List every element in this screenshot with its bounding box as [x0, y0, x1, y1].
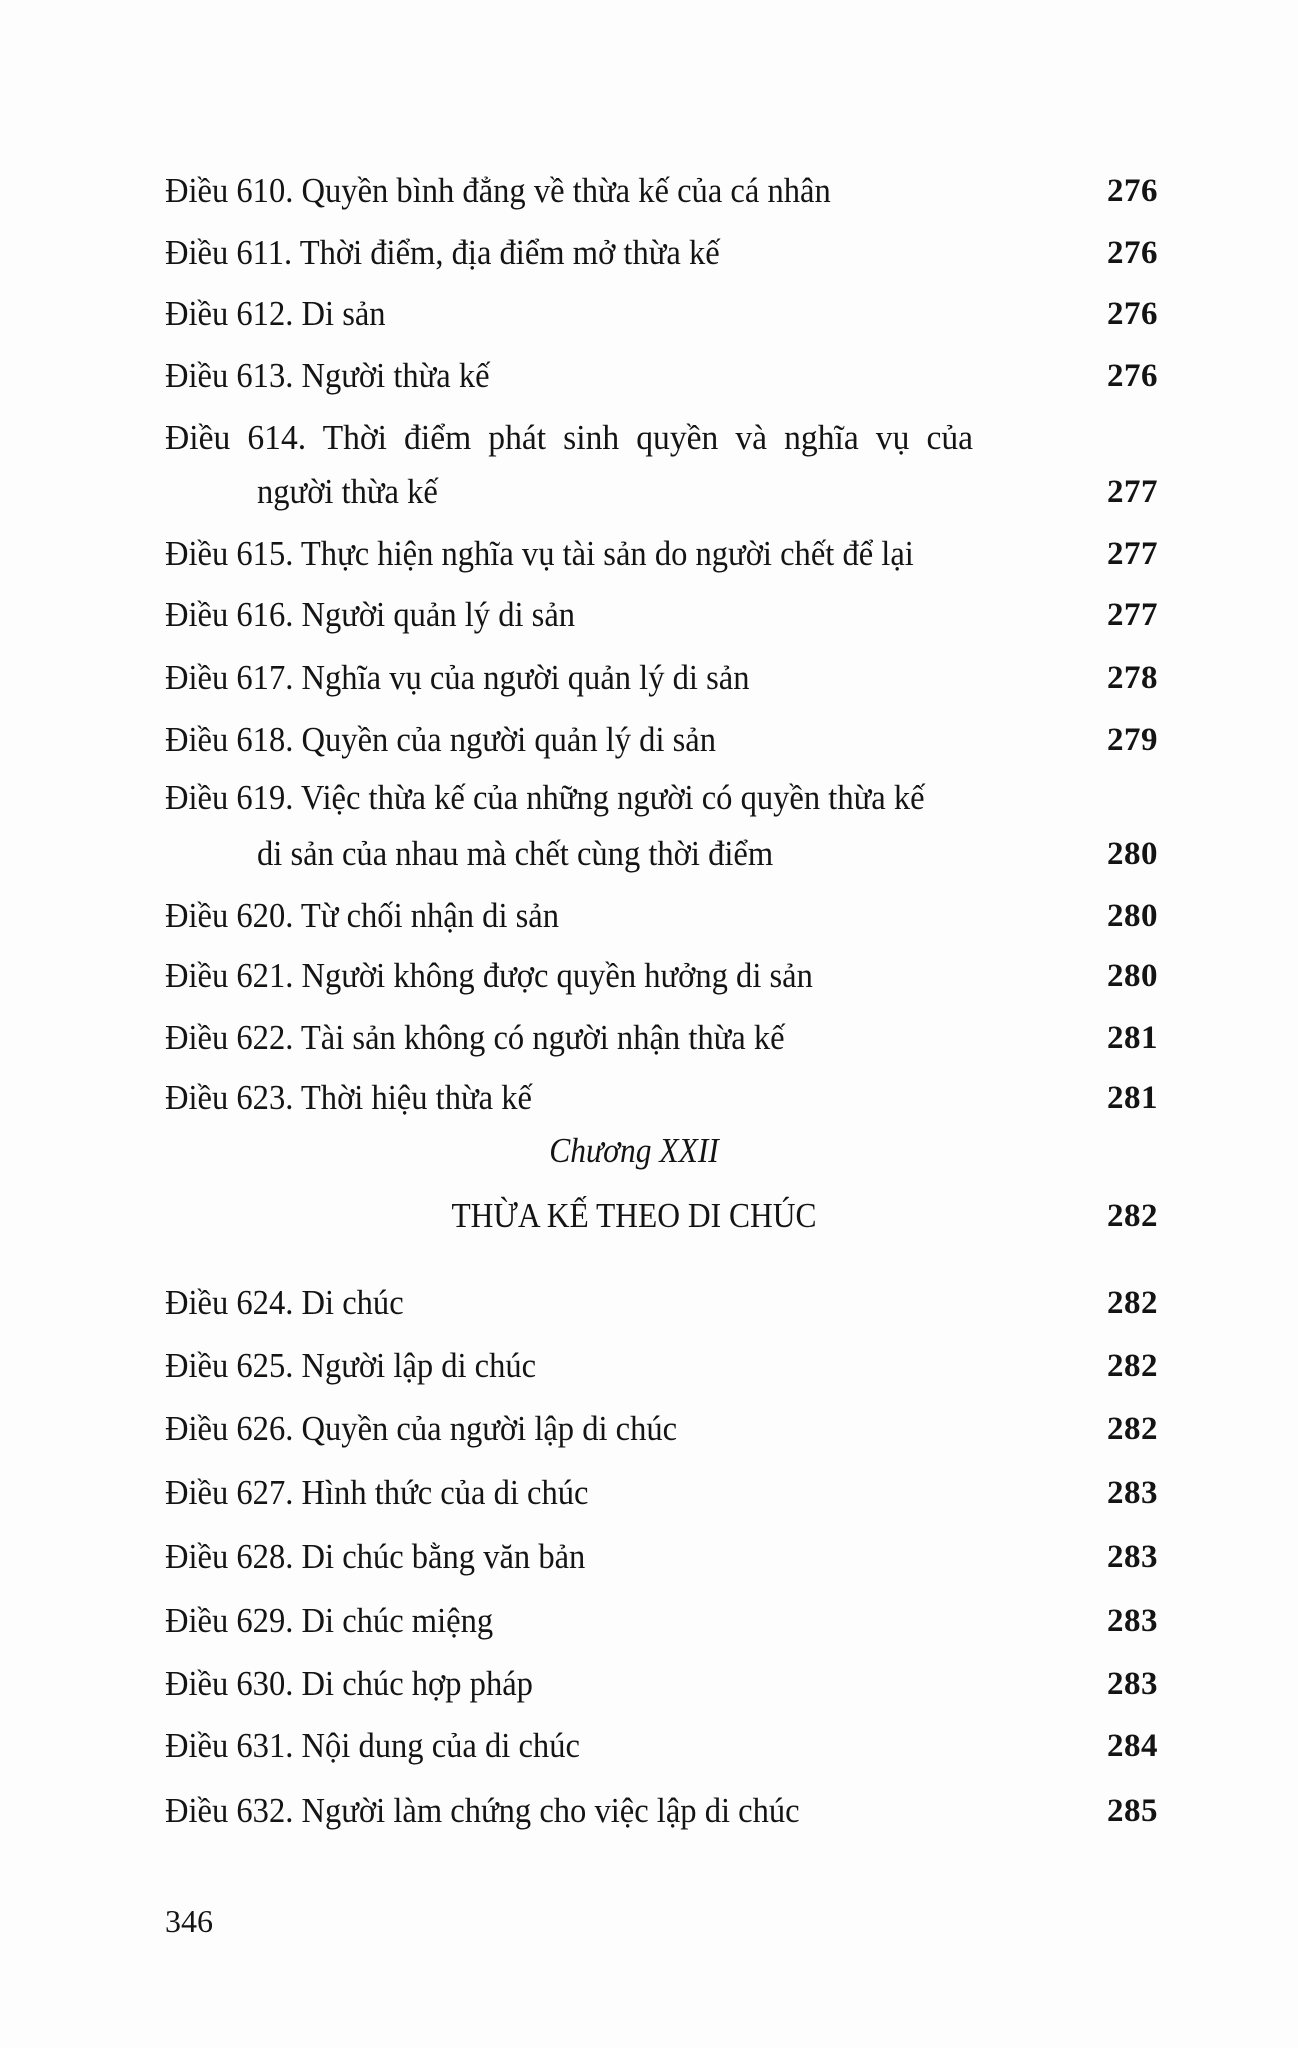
toc-entry: [0, 1659, 1298, 1709]
toc-entry-page: 276: [1107, 296, 1158, 332]
toc-entry-page: 276: [1107, 358, 1158, 394]
toc-entry: [0, 773, 1298, 823]
toc-entry: [0, 653, 1298, 703]
toc-entry-page: 281: [1107, 1020, 1158, 1056]
toc-entry: [0, 413, 1298, 463]
toc-entry: [0, 228, 1298, 278]
toc-entry: [0, 1404, 1298, 1454]
toc-entry: [0, 1341, 1298, 1391]
page-number: 346: [165, 1903, 213, 1939]
toc-entry: [0, 1073, 1298, 1123]
toc-entry-page: 280: [1107, 836, 1158, 872]
toc-entry-page: 283: [1107, 1603, 1158, 1639]
toc-entry: [0, 590, 1298, 640]
toc-entry: [0, 1278, 1298, 1328]
toc-entry-page: 278: [1107, 660, 1158, 696]
toc-entry-page: 282: [1107, 1411, 1158, 1447]
toc-entry-label: Điều 611. Thời điểm, địa điểm mở thừa kế: [165, 233, 720, 272]
toc-entry: [0, 529, 1298, 579]
chapter-title: THỪA KẾ THEO DI CHÚC: [451, 1196, 817, 1235]
toc-entry: [0, 289, 1298, 339]
toc-entry-page: 277: [1107, 536, 1158, 572]
toc-entry-page: 280: [1107, 958, 1158, 994]
toc-entry-page: 277: [1107, 597, 1158, 633]
toc-entry-page: 283: [1107, 1666, 1158, 1702]
toc-entry-page: 276: [1107, 173, 1158, 209]
toc-entry-label: Điều 628. Di chúc bằng văn bản: [165, 1537, 586, 1576]
toc-entry: [0, 166, 1298, 216]
toc-entry-page: 282: [1107, 1285, 1158, 1321]
toc-entry-label-continuation: di sản của nhau mà chết cùng thời điểm: [257, 834, 774, 873]
toc-entry: [0, 891, 1298, 941]
toc-entry-label: Điều 610. Quyền bình đẳng về thừa kế của cá nhân: [165, 171, 831, 210]
toc-entry-page: 284: [1107, 1728, 1158, 1764]
toc-entry: [0, 1721, 1298, 1771]
toc-entry-label: Điều 632. Người làm chứng cho việc lập di chúc: [165, 1791, 800, 1830]
toc-entry: [0, 1013, 1298, 1063]
chapter-page: 282: [1107, 1198, 1158, 1234]
toc-entry: [0, 1532, 1298, 1582]
toc-entry-label: Điều 624. Di chúc: [165, 1283, 404, 1322]
toc-entry-label: Điều 620. Từ chối nhận di sản: [165, 896, 560, 935]
toc-entry-label: Điều 617. Nghĩa vụ của người quản lý di sản: [165, 658, 750, 697]
toc-entry-page: 281: [1107, 1080, 1158, 1116]
toc-entry: [0, 1596, 1298, 1646]
toc-entry-label: Điều 618. Quyền của người quản lý di sản: [165, 720, 717, 759]
toc-entry-page: 279: [1107, 722, 1158, 758]
chapter-label: Chương XXII: [549, 1131, 719, 1170]
toc-entry: [0, 1468, 1298, 1518]
toc-entry-label-continuation: người thừa kế: [257, 472, 438, 511]
toc-entry-label: Điều 616. Người quản lý di sản: [165, 595, 576, 634]
toc-entry: [0, 715, 1298, 765]
toc-entry-page: 277: [1107, 474, 1158, 510]
toc-entry-label: Điều 630. Di chúc hợp pháp: [165, 1664, 533, 1703]
toc-entry-label: Điều 627. Hình thức của di chúc: [165, 1473, 589, 1512]
toc-entry-continuation: [0, 467, 1298, 517]
toc-entry: [0, 1786, 1298, 1836]
toc-entry-page: 282: [1107, 1348, 1158, 1384]
toc-entry-label: Điều 631. Nội dung của di chúc: [165, 1726, 580, 1765]
toc-entry-label: Điều 615. Thực hiện nghĩa vụ tài sản do người chết để lại: [165, 534, 914, 573]
toc-entry-label: Điều 613. Người thừa kế: [165, 356, 490, 395]
toc-entry-page: 276: [1107, 235, 1158, 271]
toc-entry-page: 283: [1107, 1475, 1158, 1511]
toc-entry-label: Điều 626. Quyền của người lập di chúc: [165, 1409, 678, 1448]
toc-entry-label: Điều 621. Người không được quyền hưởng di sản: [165, 956, 813, 995]
toc-entry: [0, 351, 1298, 401]
toc-entry-label: Điều 622. Tài sản không có người nhận thừa kế: [165, 1018, 785, 1057]
toc-entry-label: Điều 623. Thời hiệu thừa kế: [165, 1078, 532, 1117]
toc-entry-continuation: [0, 829, 1298, 879]
toc-entry-label: Điều 614. Thời điểm phát sinh quyền và nghĩa vụ của: [165, 418, 974, 457]
toc-entry-label: Điều 619. Việc thừa kế của những người có quyền thừa kế: [165, 778, 925, 817]
toc-entry: [0, 951, 1298, 1001]
toc-entry-page: 280: [1107, 898, 1158, 934]
toc-entry-page: 283: [1107, 1539, 1158, 1575]
chapter-heading-line: [0, 1191, 1298, 1241]
toc-entry-label: Điều 612. Di sản: [165, 294, 386, 333]
toc-entry-page: 285: [1107, 1793, 1158, 1829]
toc-entry-label: Điều 625. Người lập di chúc: [165, 1346, 537, 1385]
toc-entry-label: Điều 629. Di chúc miệng: [165, 1601, 494, 1640]
